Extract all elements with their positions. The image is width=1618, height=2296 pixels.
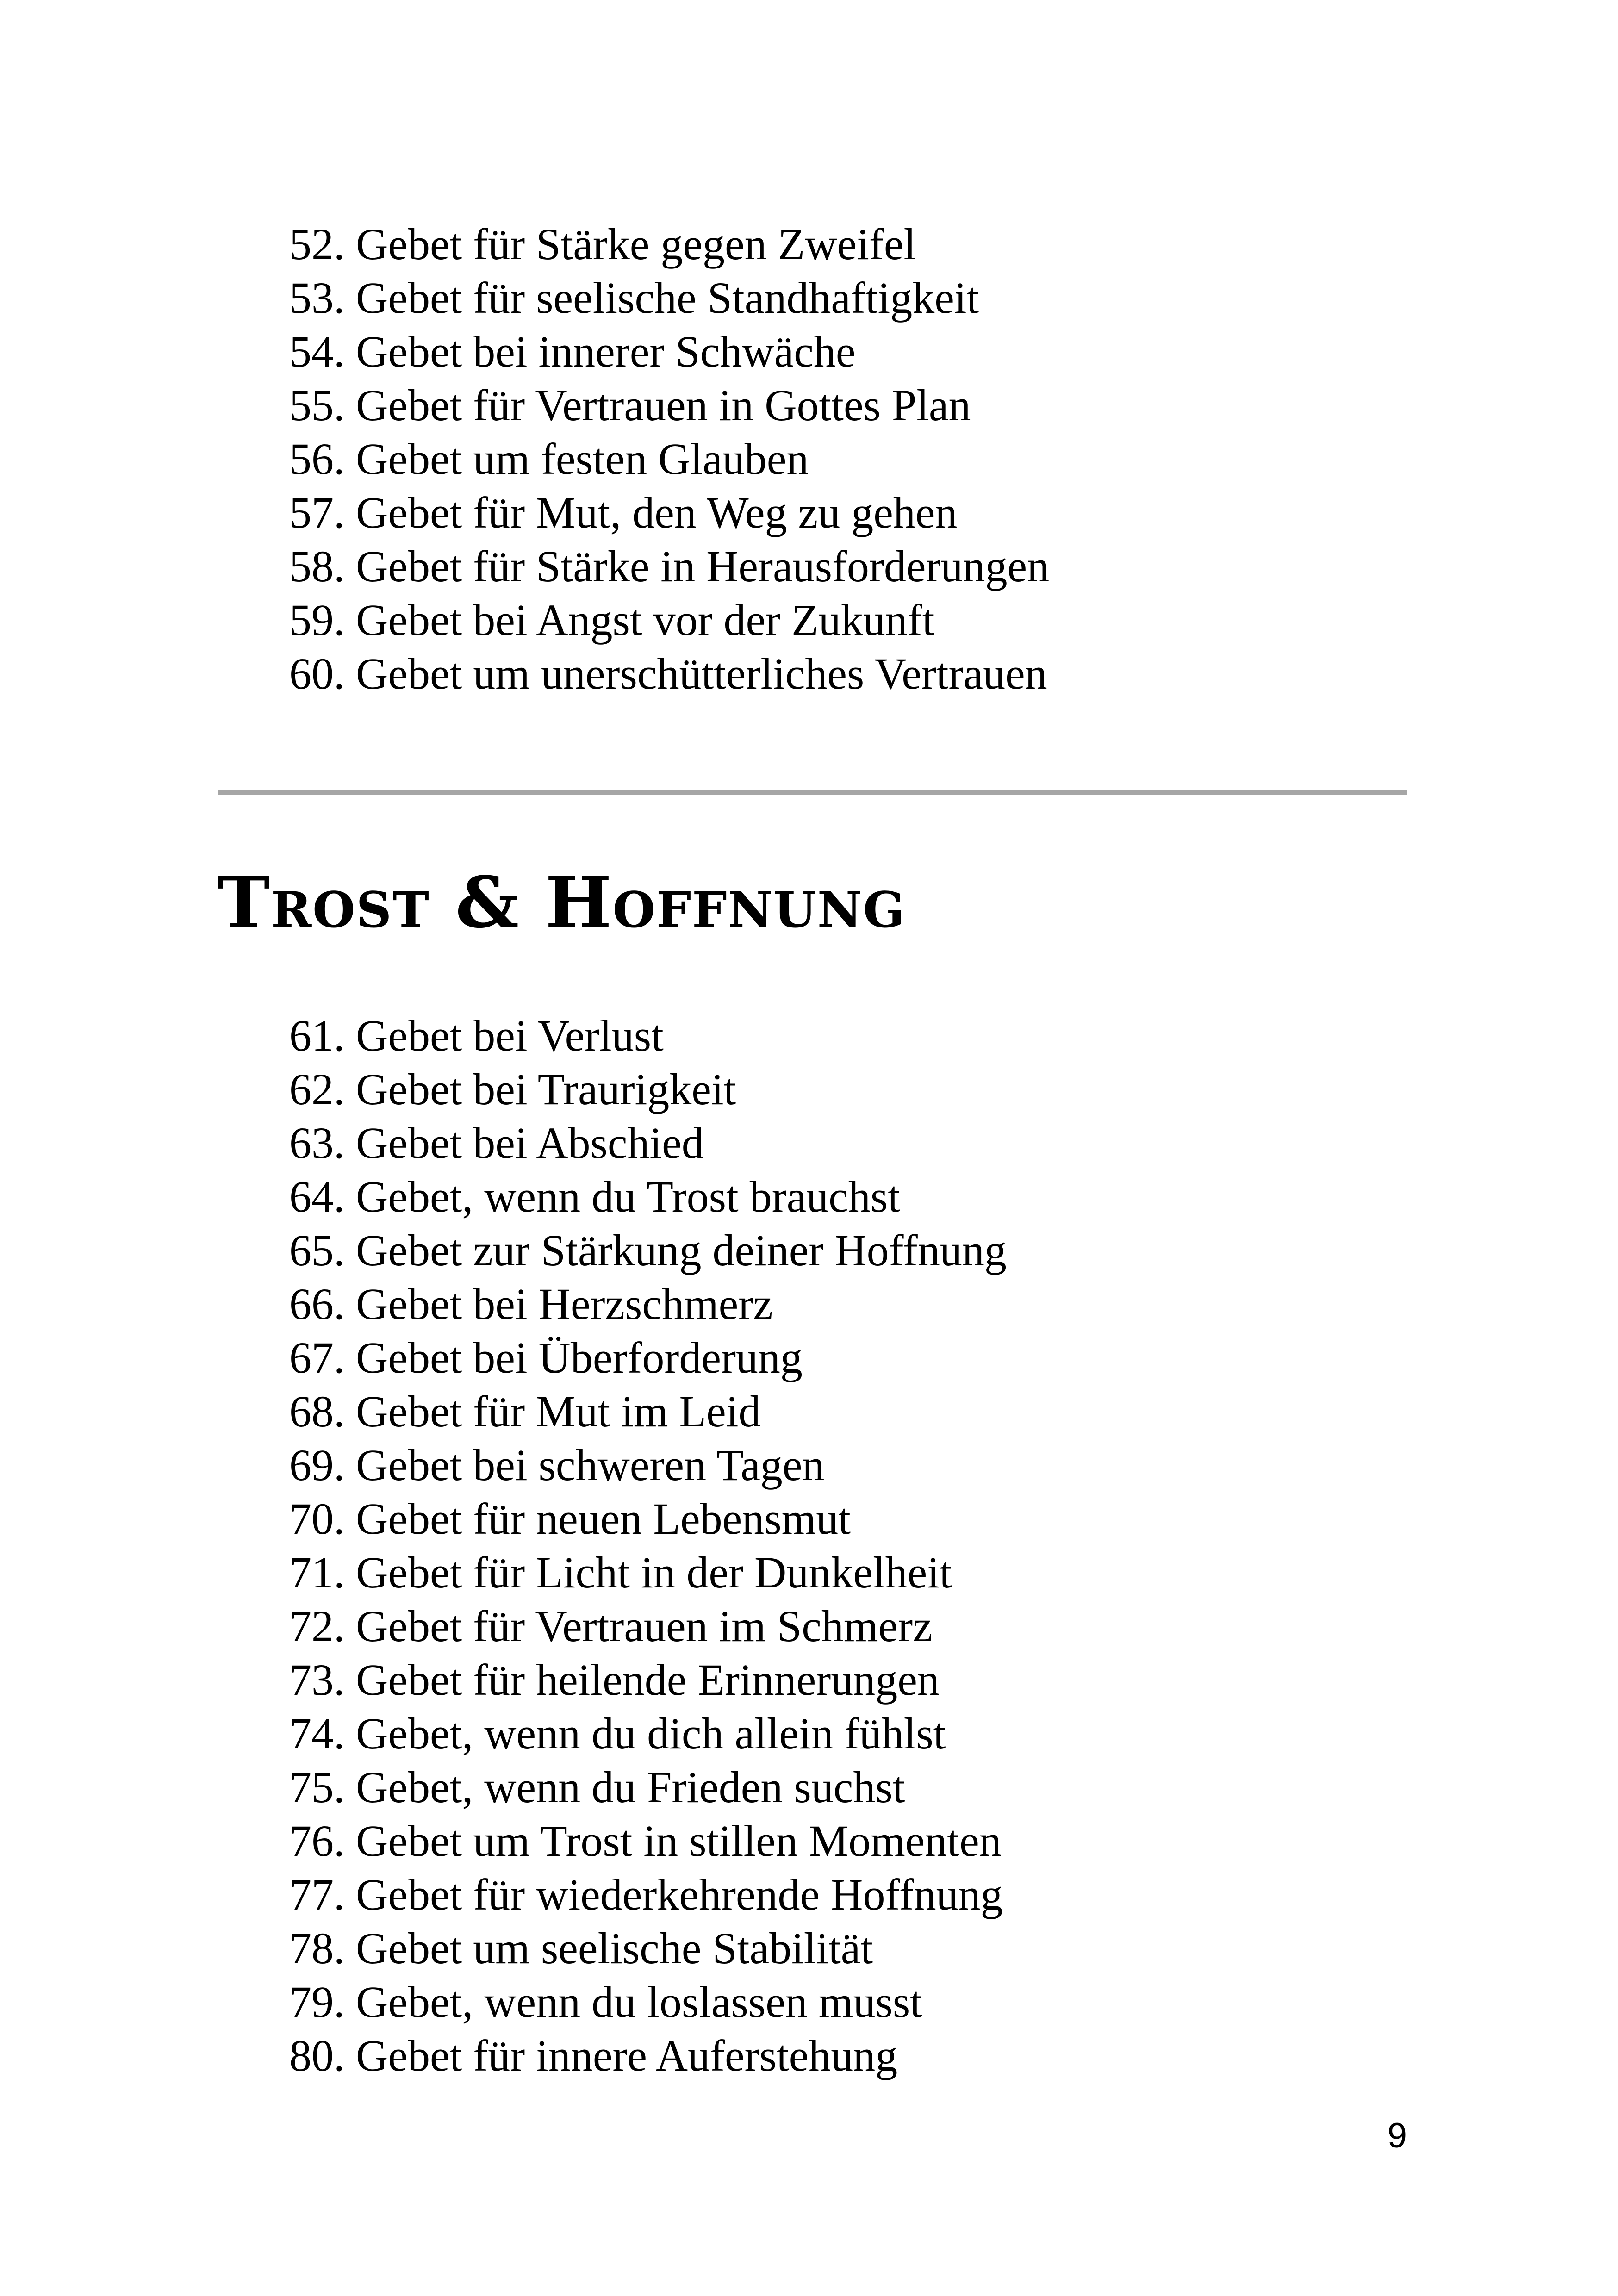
list-item: 63. Gebet bei Abschied xyxy=(289,1118,704,1168)
list-item: 77. Gebet für wiederkehrende Hoffnung xyxy=(289,1870,1003,1919)
list-item: 55. Gebet für Vertrauen in Gottes Plan xyxy=(289,380,971,430)
list-item: 75. Gebet, wenn du Frieden suchst xyxy=(289,1762,905,1812)
list-item: 59. Gebet bei Angst vor der Zukunft xyxy=(289,595,935,645)
list-item: 72. Gebet für Vertrauen im Schmerz xyxy=(289,1601,933,1651)
list-item: 65. Gebet zur Stärkung deiner Hoffnung xyxy=(289,1226,1007,1275)
list-item: 69. Gebet bei schweren Tagen xyxy=(289,1440,825,1490)
list-item: 56. Gebet um festen Glauben xyxy=(289,434,809,484)
list-item: 61. Gebet bei Verlust xyxy=(289,1011,664,1060)
list-item: 70. Gebet für neuen Lebensmut xyxy=(289,1494,851,1543)
list-item: 80. Gebet für innere Auferstehung xyxy=(289,2031,898,2080)
list-item: 73. Gebet für heilende Erinnerungen xyxy=(289,1655,940,1705)
list-item: 54. Gebet bei innerer Schwäche xyxy=(289,327,856,376)
list-item: 64. Gebet, wenn du Trost brauchst xyxy=(289,1172,900,1221)
list-item: 53. Gebet für seelische Standhaftigkeit xyxy=(289,273,979,323)
list-item: 52. Gebet für Stärke gegen Zweifel xyxy=(289,219,916,269)
prayer-list-continued xyxy=(289,218,1049,701)
prayer-list-trost-hoffnung xyxy=(289,1009,1007,2083)
list-item: 71. Gebet für Licht in der Dunkelheit xyxy=(289,1548,952,1597)
page-number: 9 xyxy=(1387,2116,1407,2155)
list-item: 79. Gebet, wenn du loslassen musst xyxy=(289,1977,922,2027)
list-item: 78. Gebet um seelische Stabilität xyxy=(289,1923,873,1973)
section-divider xyxy=(218,790,1407,795)
list-item: 68. Gebet für Mut im Leid xyxy=(289,1387,761,1436)
list-item: 67. Gebet bei Überforderung xyxy=(289,1333,803,1382)
section-title: Trost & Hoffnung xyxy=(218,861,906,944)
list-item: 58. Gebet für Stärke in Herausforderungen xyxy=(289,541,1050,591)
list-item: 60. Gebet um unerschütterliches Vertrauen xyxy=(289,649,1047,698)
list-item: 76. Gebet um Trost in stillen Momenten xyxy=(289,1816,1002,1866)
list-item: 57. Gebet für Mut, den Weg zu gehen xyxy=(289,488,958,537)
list-item: 74. Gebet, wenn du dich allein fühlst xyxy=(289,1709,946,1758)
list-item: 62. Gebet bei Traurigkeit xyxy=(289,1064,736,1114)
list-item: 66. Gebet bei Herzschmerz xyxy=(289,1279,773,1329)
